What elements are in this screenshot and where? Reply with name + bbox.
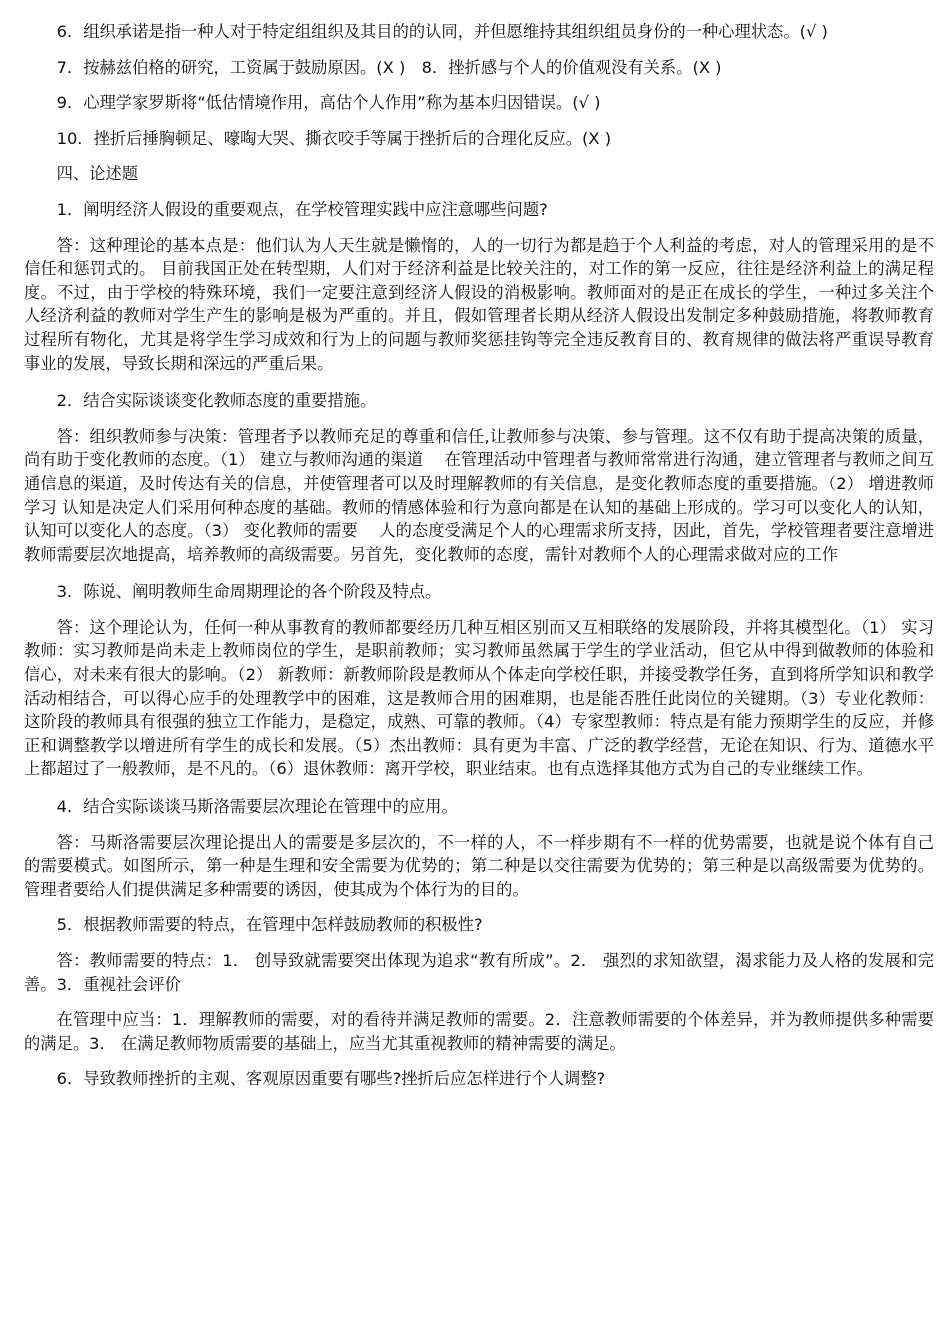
answer-5-management: 在管理中应当：1．理解教师的需要，对的看待并满足教师的需要。2．注意教师需要的个体差异，并为教师提供多种需要的满足。3． 在满足教师物质需要的基础上，应当尤其重视教师的精神需要的满足。	[24, 1010, 934, 1053]
answer-3: 答：这个理论认为，任何一种从事教育的教师都要经历几种互相区别而又互相联络的发展阶段，并将其模型化。（1） 实习教师：实习教师是尚未走上教师岗位的学生，是职前教师；实习教师虽然属于学生的学业活动，但它从中得到做教师的体验和信心，对未来有很大的影响。（2） 新教师：新教师阶段是教师从个体走向学校任职，并接受教学任务，直到将所学知识和教学活动相结合，可以得心应手的处理教学中的困难，这是教师合用的困难期，也是能否胜任此岗位的关键期。（3）专业化教师：这阶段的教师具有很强的独立工作能力，是稳定，成熟、可靠的教师。（4）专家型教师：特点是有能力预期学生的反应，并修正和调整教学以增进所有学生的成长和发展。（5）杰出教师：具有更为丰富、广泛的教学经营，无论在知识、行为、道德水平上都超过了一般教师，是不凡的。（6）退休教师：离开学校，职业结束。也有点选择其他方式为自己的专业继续工作。	[24, 617, 934, 779]
question-2: 2．结合实际谈谈变化教师态度的重要措施。	[56, 391, 377, 411]
item-6-organizational-commitment: 6．组织承诺是指一种人对于特定组组织及其目的的认同，并但愿维持其组织组员身份的一种心理状态。(√ )	[56, 22, 828, 41]
answer-1: 答：这种理论的基本点是：他们认为人天生就是懒惰的，人的一切行为都是趋于个人利益的考虑，对人的管理采用的是不信任和惩罚式的。 目前我国正处在转型期，人们对于经济利益是比较关注的，对工作的第一反应，往往是经济利益上的满足程度。不过，由于学校的特殊环境，我们一定要注意到经济人假设的消极影响。教师面对的是正在成长的学生，一种过多关注个人经济利益的教师对学生产生的影响是极为严重的。并且，假如管理者长期从经济人假设出发制定多种鼓励措施，将教师教育过程所有物化，尤其是将学生学习成效和行为上的问题与教师奖惩挂钩等完全违反教育目的、教育规律的做法将严重误导教育事业的发展，导致长期和深远的严重后果。	[24, 235, 934, 373]
question-4: 4．结合实际谈谈马斯洛需要层次理论在管理中的应用。	[56, 797, 458, 817]
section-heading-essay: 四、论述题	[56, 164, 139, 184]
answer-4: 答：马斯洛需要层次理论提出人的需要是多层次的，不一样的人，不一样步期有不一样的优势需要，也就是说个体有自己的需要模式。如图所示，第一种是生理和安全需要为优势的；第二种是以交往需要为优势的；第三种是以高级需要为优势的。管理者要给人们提供满足多种需要的诱因，使其成为个体行为的目的。	[24, 832, 934, 899]
item-10-frustration-reaction: 10．挫折后捶胸顿足、嚎啕大哭、撕衣咬手等属于挫折后的合理化反应。(X )	[56, 128, 612, 148]
question-3: 3．陈说、阐明教师生命周期理论的各个阶段及特点。	[56, 582, 442, 602]
question-6: 6．导致教师挫折的主观、客观原因重要有哪些?挫折后应怎样进行个人调整?	[56, 1069, 606, 1089]
question-5: 5．根据教师需要的特点，在管理中怎样鼓励教师的积极性?	[56, 915, 483, 935]
item-9-attribution-error: 9．心理学家罗斯将“低估情境作用，高估个人作用”称为基本归因错误。(√ )	[56, 93, 601, 113]
question-1: 1．阐明经济人假设的重要观点，在学校管理实践中应注意哪些问题?	[56, 199, 548, 219]
document-page	[24, 20, 934, 1091]
item-7-8-herzberg-frustration: 7．按赫兹伯格的研究，工资属于鼓励原因。(X ) 8．挫折感与个人的价值观没有关系。(X )	[56, 57, 722, 77]
answer-2: 答：组织教师参与决策：管理者予以教师充足的尊重和信任,让教师参与决策、参与管理。这不仅有助于提高决策的质量，尚有助于变化教师的态度。（1） 建立与教师沟通的渠道 在管理活动中管理者与教师常常进行沟通，建立管理者与教师之间互通信息的渠道，及时传达有关的信息，并使管理者可以及时理解教师的有关信息，是变化教师态度的重要措施。（2） 增进教师学习 认知是决定人们采用何种态度的基础。教师的情感体验和行为意向都是在认知的基础上形成的。学习可以变化人的认知，认知可以变化人的态度。（3） 变化教师的需要 人的态度受满足个人的心理需求所支持，因此，首先，学校管理者要注意增进教师需要层次地提高，培养教师的高级需要。另首先，变化教师的态度，需针对教师个人的心理需求做对应的工作	[24, 426, 934, 564]
answer-5-features: 答：教师需要的特点：1． 创导致就需要突出体现为追求“教有所成”。2． 强烈的求知欲望，渴求能力及人格的发展和完善。3．重视社会评价	[24, 951, 934, 994]
